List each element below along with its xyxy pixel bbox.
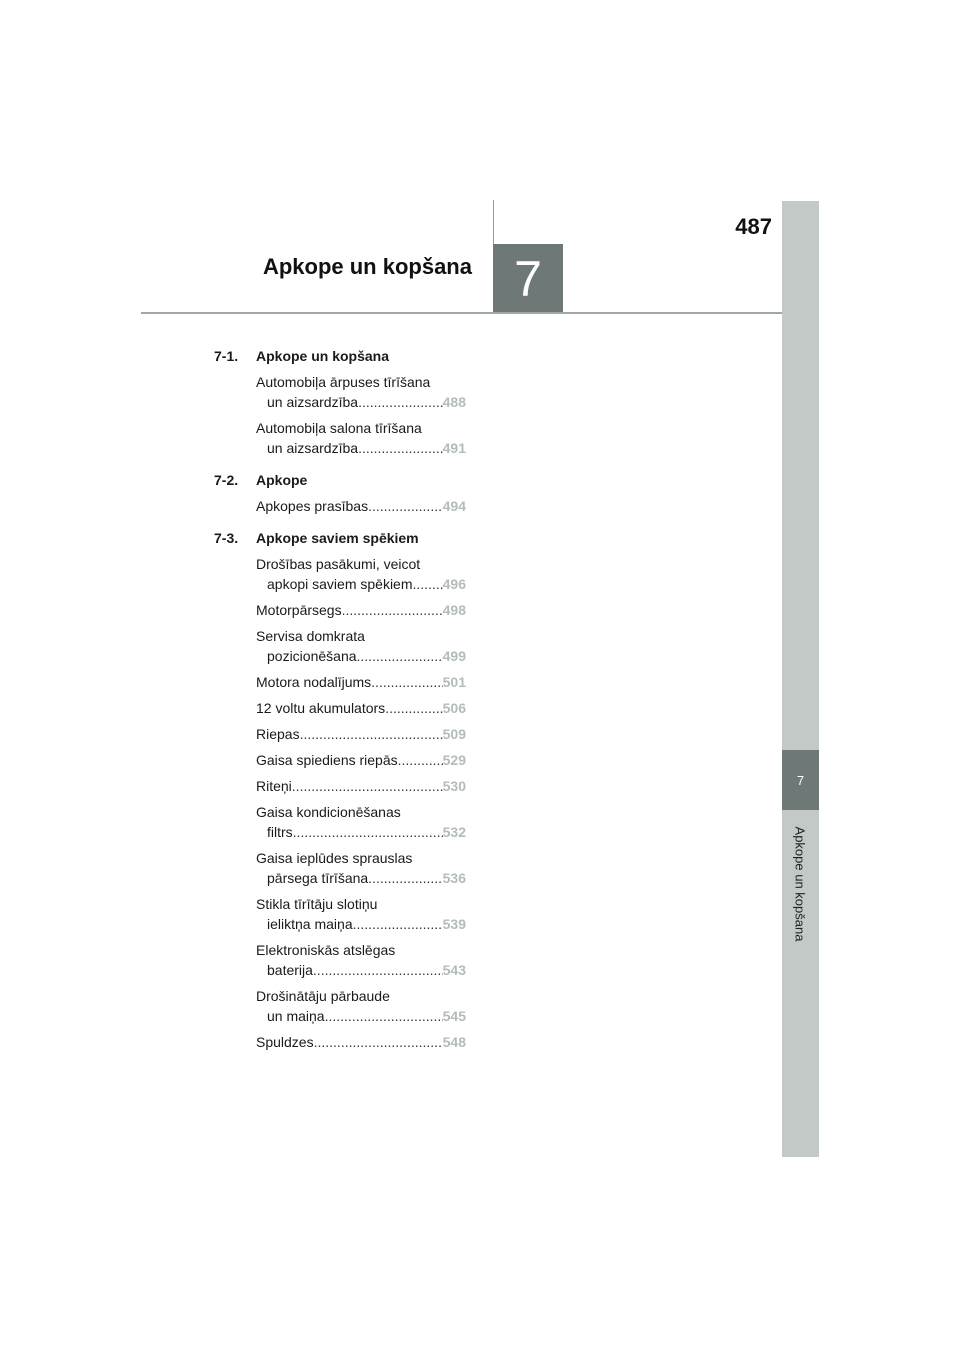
side-tab-label: Apkope un kopšana	[792, 826, 808, 942]
leader-dots	[357, 646, 443, 666]
toc-entry[interactable]	[256, 626, 466, 666]
toc-entry-text: apkopi saviem spēkiem	[267, 576, 413, 592]
toc-entry[interactable]	[256, 672, 466, 692]
toc-section-heading	[214, 528, 466, 548]
toc-page-link[interactable]: 536	[442, 870, 466, 886]
toc-page-link[interactable]: 530	[442, 778, 466, 794]
toc-entry-text: pozicionēšana	[267, 648, 357, 664]
toc-entry-text: un aizsardzība	[267, 440, 359, 456]
leader-dots	[300, 724, 443, 744]
toc-section-title: Apkope un kopšana	[256, 348, 390, 364]
toc-entry-text: baterija	[267, 962, 313, 978]
toc-page-link[interactable]: 529	[442, 752, 466, 768]
toc-section-title: Apkope saviem spēkiem	[256, 530, 419, 546]
toc-entry[interactable]	[256, 724, 466, 744]
toc-section-number: 7-1.	[214, 348, 239, 364]
toc-entry-text: Motora nodalījums	[256, 674, 372, 690]
leader-dots	[368, 868, 442, 888]
toc-entry[interactable]	[256, 698, 466, 718]
toc-entry[interactable]	[256, 940, 466, 980]
toc-page-link[interactable]: 539	[442, 916, 466, 932]
toc-page-link[interactable]: 491	[442, 440, 466, 456]
leader-dots	[314, 1032, 443, 1052]
leader-dots	[293, 822, 443, 842]
chapter-number-box	[493, 244, 563, 313]
leader-dots	[413, 574, 443, 594]
side-tab-number-text: 7	[796, 772, 805, 788]
toc-page-link[interactable]: 496	[442, 576, 466, 592]
leader-dots	[368, 496, 443, 516]
chapter-title: Apkope un kopšana	[262, 254, 472, 279]
toc-entry[interactable]	[256, 1032, 466, 1052]
toc-page-link[interactable]: 545	[442, 1008, 466, 1024]
toc-entry[interactable]	[256, 802, 466, 842]
leader-dots	[358, 392, 443, 412]
toc-entry-text: Stikla tīrītāju slotiņu	[256, 896, 378, 912]
toc-entry[interactable]	[256, 986, 466, 1026]
toc-entry-text: Gaisa ieplūdes sprauslas	[256, 850, 413, 866]
chapter-number: 7	[514, 250, 542, 307]
toc-page-link[interactable]: 488	[442, 394, 466, 410]
leader-dots	[342, 600, 443, 620]
toc-entry-text: 12 voltu akumulators	[256, 700, 386, 716]
toc-page-link[interactable]: 498	[442, 602, 466, 618]
toc-entry-text: Automobiļa ārpuses tīrīšana	[256, 374, 431, 390]
toc-entry[interactable]	[256, 418, 466, 458]
toc-section-number: 7-2.	[214, 472, 239, 488]
toc-entry-text: Riepas	[256, 726, 300, 742]
toc-entry[interactable]	[256, 776, 466, 796]
leader-dots	[398, 750, 443, 770]
toc-page-link[interactable]: 494	[442, 498, 466, 514]
toc-entry-text: Drošinātāju pārbaude	[256, 988, 390, 1004]
side-tab[interactable]	[782, 201, 819, 1157]
leader-dots	[325, 1006, 443, 1026]
toc-section-number: 7-3.	[214, 530, 239, 546]
header-divider	[141, 312, 782, 314]
leader-dots	[385, 698, 442, 718]
leader-dots	[292, 776, 443, 796]
toc-page-link[interactable]: 499	[442, 648, 466, 664]
toc-entry-text: Servisa domkrata	[256, 628, 365, 644]
toc-entry[interactable]	[256, 750, 466, 770]
side-tab-number[interactable]	[782, 750, 819, 810]
toc-entry-text: Gaisa kondicionēšanas	[256, 804, 401, 820]
toc-entry-text: Gaisa spiediens riepās	[256, 752, 398, 768]
toc-entry[interactable]	[256, 496, 466, 516]
toc-section-heading	[214, 346, 466, 366]
toc-section-title: Apkope	[256, 472, 308, 488]
toc-entry[interactable]	[256, 848, 466, 888]
toc-entry-text: Spuldzes	[256, 1034, 314, 1050]
toc-entry-text: ieliktņa maiņa	[267, 916, 353, 932]
toc-page-link[interactable]: 506	[442, 700, 466, 716]
leader-dots	[371, 672, 442, 692]
toc-entry-text: Apkopes prasības	[256, 498, 369, 514]
page-number: 487	[735, 214, 772, 239]
toc-entry[interactable]	[256, 600, 466, 620]
toc-entry[interactable]	[256, 894, 466, 934]
toc-entry-text: Drošības pasākumi, veicot	[256, 556, 421, 572]
toc-page-link[interactable]: 509	[442, 726, 466, 742]
toc-section-heading	[214, 470, 466, 490]
toc-entry-text: un maiņa	[267, 1008, 325, 1024]
toc-page-link[interactable]: 501	[442, 674, 466, 690]
header-divider-vertical	[493, 200, 494, 246]
toc-entry-text: Automobiļa salona tīrīšana	[256, 420, 422, 436]
toc-entry-text: un aizsardzība	[267, 394, 359, 410]
toc-page-link[interactable]: 548	[442, 1034, 466, 1050]
toc-page-link[interactable]: 532	[442, 824, 466, 840]
toc-page-link[interactable]: 543	[442, 962, 466, 978]
toc-entry-text: filtrs	[267, 824, 293, 840]
toc-entry[interactable]	[256, 554, 466, 594]
toc-entry-text: pārsega tīrīšana	[267, 870, 369, 886]
toc-entry-text: Elektroniskās atslēgas	[256, 942, 396, 958]
table-of-contents	[214, 346, 466, 1052]
leader-dots	[313, 960, 443, 980]
toc-entry-text: Motorpārsegs	[256, 602, 342, 618]
leader-dots	[358, 438, 443, 458]
toc-entry-text: Riteņi	[256, 778, 292, 794]
toc-entry[interactable]	[256, 372, 466, 412]
leader-dots	[353, 914, 443, 934]
